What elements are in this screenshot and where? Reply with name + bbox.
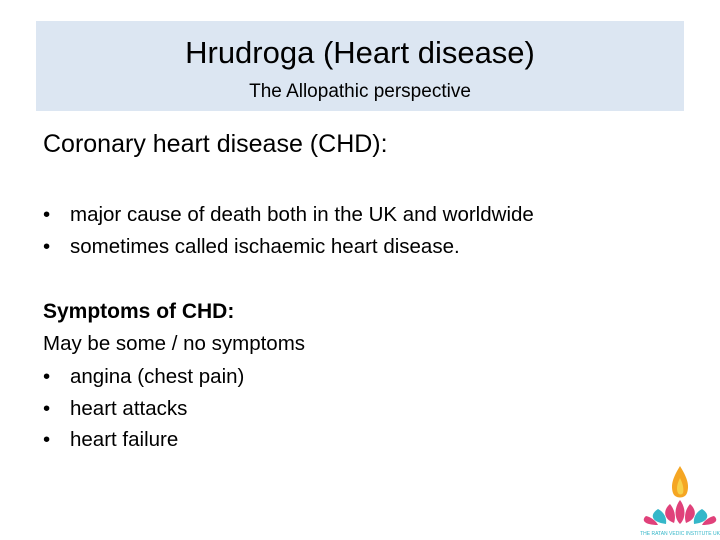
bullet-icon: • [43,203,51,226]
list-item-text: heart failure [70,428,179,451]
chd-bullet-list [43,199,534,262]
list-item [43,199,534,231]
petal-shape [676,500,685,524]
list-item [43,393,244,425]
petal-shape [685,504,695,523]
chd-heading: Coronary heart disease (CHD): [43,130,388,158]
symptoms-intro: May be some / no symptoms [43,332,306,355]
bullet-icon: • [43,234,51,258]
slide-subtitle: The Allopathic perspective [249,81,471,102]
logo-text: THE RATAN VEDIC INSTITUTE UK [640,531,720,537]
bullet-icon: • [43,365,51,388]
list-item-text: sometimes called ischaemic heart disease. [70,234,460,258]
lotus-flame-icon [636,462,720,540]
title-box [36,21,684,111]
symptoms-heading: Symptoms of CHD: [43,300,235,323]
list-item-text: angina (chest pain) [70,365,245,388]
bullet-icon: • [43,396,51,420]
list-item [43,231,534,263]
petal-shape [665,504,675,523]
bullet-icon: • [43,428,51,451]
list-item-text: heart attacks [70,396,188,420]
slide-title: Hrudroga (Heart disease) [185,35,535,70]
list-item [43,361,244,393]
symptoms-bullet-list [43,361,244,456]
list-item [43,424,244,456]
list-item-text: major cause of death both in the UK and worldwide [70,203,534,226]
